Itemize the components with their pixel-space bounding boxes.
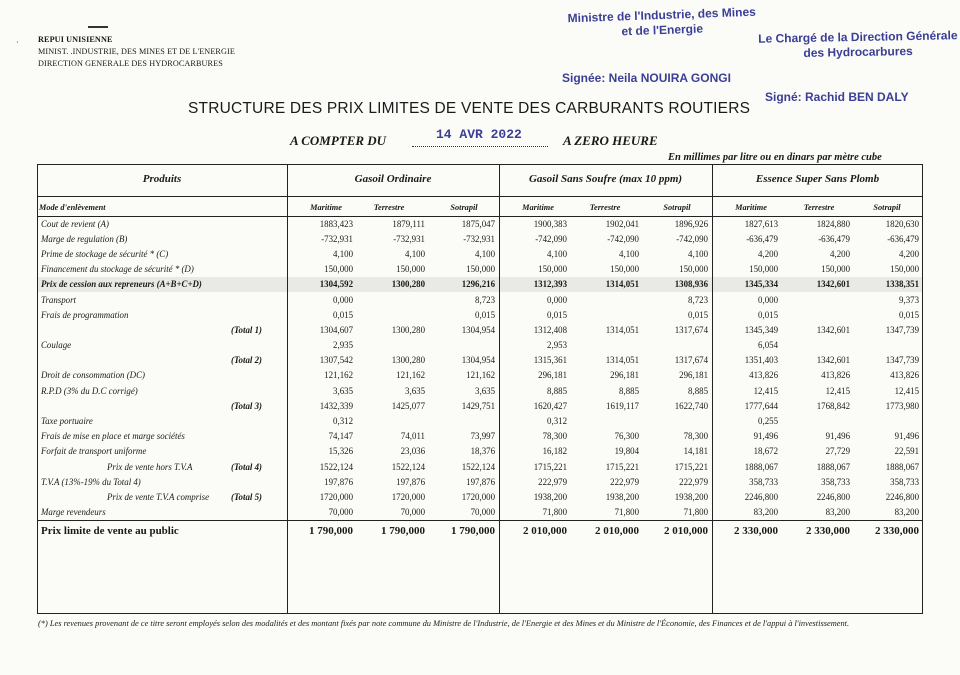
row-label: Marge revendeurs [41, 507, 106, 518]
price-cell: 1619,117 [606, 400, 639, 411]
final-price-label: Prix limite de vente au public [37, 520, 287, 541]
price-cell: 1312,408 [533, 324, 567, 335]
row-total-label [227, 277, 287, 292]
final-price-row [37, 520, 923, 541]
row-label: Prix de cession aux repreneurs (A+B+C+D) [37, 277, 227, 292]
price-cell: 71,800 [614, 507, 639, 518]
price-cell: 150,000 [396, 264, 425, 275]
price-cell: 1883,423 [319, 218, 353, 229]
price-cell: 1432,339 [319, 400, 353, 411]
direction-stamp-line-2: des Hydrocarbures [803, 44, 913, 60]
price-cell: 1938,200 [533, 491, 567, 502]
row-total-label [227, 246, 287, 261]
price-cell: 78,300 [542, 431, 567, 442]
mode-header-4: Maritime [522, 203, 554, 212]
price-cell: 1308,936 [643, 277, 712, 292]
price-cell: 27,729 [825, 446, 850, 457]
ministry-stamp [562, 5, 763, 42]
price-cell: 1820,630 [885, 218, 919, 229]
row-total-label [227, 413, 287, 428]
price-cell: 1347,739 [885, 324, 919, 335]
price-cell: 2,953 [547, 340, 567, 351]
table-row [37, 307, 923, 322]
price-cell [429, 338, 499, 353]
price-cell: 4,100 [333, 248, 353, 259]
price-cell: 83,200 [825, 507, 850, 518]
final-price-cell: 2 010,000 [643, 520, 712, 541]
table-row [37, 246, 923, 261]
price-cell: 1304,954 [461, 324, 495, 335]
price-cell: 15,326 [328, 446, 353, 457]
price-cell: 121,162 [396, 370, 425, 381]
price-cell: 0,015 [899, 309, 919, 320]
price-cell: 1345,334 [712, 277, 782, 292]
price-cell: 8,885 [619, 385, 639, 396]
row-total-label: (Total 4) [231, 461, 262, 472]
price-cell: 78,300 [683, 431, 708, 442]
row-label: Frais de programmation [41, 309, 129, 320]
price-cell: 197,876 [396, 476, 425, 487]
price-cell: 197,876 [466, 476, 495, 487]
ministry-stamp-line-1: Ministre de l'Industrie, des Mines [567, 4, 757, 26]
price-cell [571, 413, 643, 428]
row-total-label [227, 474, 287, 489]
price-cell: 1425,077 [391, 400, 425, 411]
final-price-cell: 2 330,000 [712, 520, 782, 541]
row-total-label [227, 231, 287, 246]
price-cell: 150,000 [538, 264, 567, 275]
price-cell: 222,979 [610, 476, 639, 487]
price-cell: 1317,674 [674, 355, 708, 366]
price-cell: 70,000 [328, 507, 353, 518]
price-cell: 4,100 [405, 248, 425, 259]
date-dotted-line [412, 146, 548, 147]
price-cell: 1300,280 [357, 277, 429, 292]
final-price-cell: 1 790,000 [429, 520, 499, 541]
price-cell: 150,000 [610, 264, 639, 275]
price-cell: 8,723 [475, 294, 495, 305]
price-cell: 1342,601 [816, 355, 850, 366]
row-total-label [227, 505, 287, 521]
row-total-label [227, 307, 287, 322]
price-cell: 73,997 [470, 431, 495, 442]
mode-header-7: Maritime [735, 203, 767, 212]
mode-header-9: Sotrapil [873, 203, 901, 212]
row-total-label: (Total 3) [231, 400, 262, 411]
price-cell: 1875,047 [461, 218, 495, 229]
price-cell [643, 413, 712, 428]
price-cell: 83,200 [894, 507, 919, 518]
row-total-label [227, 444, 287, 459]
price-cell: 1777,644 [744, 400, 778, 411]
price-cell: 0,015 [475, 309, 495, 320]
price-cell [571, 307, 643, 322]
price-cell: 0,000 [547, 294, 567, 305]
row-label: Prime de stockage de sécurité * (C) [41, 248, 169, 259]
row-label: Financement du stockage de sécurité * (D) [41, 264, 194, 275]
issuer-header [38, 34, 235, 70]
price-cell: 0,015 [688, 309, 708, 320]
corner-mark: · [16, 38, 19, 47]
price-cell: 3,635 [475, 385, 495, 396]
price-cell: 0,015 [547, 309, 567, 320]
price-cell: 1879,111 [392, 218, 425, 229]
price-cell [854, 413, 923, 428]
table-row [37, 216, 923, 231]
table-row [37, 398, 923, 413]
row-label: Prix de vente T.V.A comprise [107, 491, 210, 502]
price-cell: 296,181 [679, 370, 708, 381]
row-label: Transport [41, 294, 77, 305]
table-row [37, 413, 923, 428]
price-cell: 296,181 [538, 370, 567, 381]
row-label: Coulage [41, 340, 72, 351]
price-cell: 16,182 [542, 446, 567, 457]
price-cell: 1342,601 [782, 277, 854, 292]
mode-header-5: Terrestre [589, 203, 621, 212]
price-cell: 91,496 [753, 431, 778, 442]
row-label: T.V.A (13%-19% du Total 4) [41, 476, 141, 487]
signee-director: Signé: Rachid BEN DALY [765, 90, 909, 104]
price-cell: 1902,041 [605, 218, 639, 229]
price-cell: 1351,403 [744, 355, 778, 366]
price-cell: 358,733 [890, 476, 919, 487]
group-header-essence: Essence Super Sans Plomb [755, 173, 880, 185]
price-cell: 1900,383 [533, 218, 567, 229]
header-line-1: REPUI UNISIENNE [38, 35, 113, 44]
row-total-label: (Total 5) [231, 491, 262, 502]
price-cell: 3,635 [333, 385, 353, 396]
mode-header-2: Terrestre [373, 203, 405, 212]
price-cell: 1347,739 [885, 355, 919, 366]
price-cell [357, 292, 429, 307]
price-cell: 1315,361 [533, 355, 567, 366]
price-cell: -636,479 [818, 233, 850, 244]
price-cell: 1896,926 [674, 218, 708, 229]
price-cell [429, 413, 499, 428]
table-row [37, 459, 923, 474]
price-cell: 2,935 [333, 340, 353, 351]
price-cell: 1304,592 [287, 277, 357, 292]
price-cell [357, 307, 429, 322]
price-cell: 2246,800 [744, 491, 778, 502]
price-cell: 1715,221 [674, 461, 708, 472]
price-cell: 1720,000 [391, 491, 425, 502]
row-total-label [227, 429, 287, 444]
price-cell: 4,200 [899, 248, 919, 259]
price-cell: 12,415 [825, 385, 850, 396]
price-cell: 4,200 [758, 248, 778, 259]
price-cell: -742,090 [676, 233, 708, 244]
price-cell: 8,885 [688, 385, 708, 396]
price-cell: 4,200 [830, 248, 850, 259]
price-cell: 74,011 [400, 431, 425, 442]
price-cell: 1622,740 [674, 400, 708, 411]
price-cell: 18,376 [470, 446, 495, 457]
price-cell: 1522,124 [391, 461, 425, 472]
row-total-label [227, 216, 287, 231]
mode-header-3: Sotrapil [450, 203, 478, 212]
row-label [37, 353, 227, 368]
price-cell: 12,415 [894, 385, 919, 396]
price-cell: 0,312 [333, 416, 353, 427]
price-cell: 1300,280 [391, 355, 425, 366]
price-cell: 8,885 [547, 385, 567, 396]
price-cell: 1304,607 [319, 324, 353, 335]
group-header-gasoil-ordinaire: Gasoil Ordinaire [354, 173, 432, 185]
row-total-label [227, 383, 287, 398]
direction-stamp-line-1: Le Chargé de la Direction Générale [758, 28, 958, 46]
table-row [37, 231, 923, 246]
table-row [37, 444, 923, 459]
price-cell: 1715,221 [533, 461, 567, 472]
price-cell: 18,672 [753, 446, 778, 457]
price-cell: 74,147 [328, 431, 353, 442]
table-row [37, 277, 923, 292]
price-structure-table [37, 164, 923, 541]
table-row [37, 353, 923, 368]
header-line-3: DIRECTION GENERALE DES HYDROCARBURES [38, 59, 223, 68]
price-cell: 91,496 [894, 431, 919, 442]
row-label: Frais de mise en place et marge sociétés [41, 431, 185, 442]
price-cell: 23,036 [400, 446, 425, 457]
row-total-label [227, 368, 287, 383]
table-row [37, 505, 923, 521]
table-row [37, 338, 923, 353]
price-cell: 1827,613 [744, 218, 778, 229]
price-cell: 222,979 [538, 476, 567, 487]
footnote: (*) Les revenues provenant de ce titre seront employés selon des modalités et des montant fixés par note commune du Ministre de l'Industrie, de l'Energie et des Mines et du Ministre de l'Économie, des Finances et de l'appui à l'investissement. [38, 619, 850, 628]
price-cell [854, 338, 923, 353]
price-cell: 0,015 [333, 309, 353, 320]
price-cell: 121,162 [466, 370, 495, 381]
group-header-gasoil-sans-soufre: Gasoil Sans Soufre (max 10 ppm) [528, 173, 683, 185]
ministry-stamp-line-2: et de l'Energie [621, 21, 704, 39]
row-label: Prix de vente hors T.V.A [107, 461, 193, 472]
price-cell: 4,100 [475, 248, 495, 259]
price-cell: 70,000 [470, 507, 495, 518]
row-total-label [227, 262, 287, 277]
mode-header-8: Terrestre [803, 203, 835, 212]
table-row [37, 429, 923, 444]
price-cell: 0,312 [547, 416, 567, 427]
price-cell: 70,000 [400, 507, 425, 518]
price-cell [782, 338, 854, 353]
price-cell: 2246,800 [816, 491, 850, 502]
price-cell: 19,804 [614, 446, 639, 457]
price-cell: 1296,216 [429, 277, 499, 292]
price-cell: 9,373 [899, 294, 919, 305]
redaction-mark [88, 26, 108, 35]
price-cell: 1720,000 [319, 491, 353, 502]
price-cell: -742,090 [535, 233, 567, 244]
header-line-2: MINIST. .INDUSTRIE, DES MINES ET DE L'ENERGIE [38, 47, 235, 56]
price-cell: 76,300 [614, 431, 639, 442]
date-prefix: A COMPTER DU [290, 133, 387, 148]
price-cell: 0,255 [758, 416, 778, 427]
final-price-cell: 1 790,000 [287, 520, 357, 541]
price-cell: 1773,980 [885, 400, 919, 411]
price-cell: 1768,842 [816, 400, 850, 411]
mode-header-1: Maritime [310, 203, 342, 212]
table-row [37, 489, 923, 504]
document-title: STRUCTURE DES PRIX LIMITES DE VENTE DES CARBURANTS ROUTIERS [188, 100, 751, 117]
price-cell: 1338,351 [854, 277, 923, 292]
table-row [37, 368, 923, 383]
price-cell [782, 413, 854, 428]
final-price-cell: 2 330,000 [782, 520, 854, 541]
row-total-label [227, 292, 287, 307]
table-row [37, 474, 923, 489]
final-price-cell: 2 010,000 [499, 520, 571, 541]
price-cell: 71,800 [683, 507, 708, 518]
price-cell: -732,931 [321, 233, 353, 244]
price-cell: 358,733 [749, 476, 778, 487]
price-cell: 71,800 [542, 507, 567, 518]
price-cell: 1888,067 [885, 461, 919, 472]
price-cell: 1715,221 [605, 461, 639, 472]
mode-header: Mode d'enlèvement [39, 203, 106, 212]
signee-minister: Signée: Neila NOUIRA GONGI [562, 71, 731, 85]
price-cell: 150,000 [679, 264, 708, 275]
price-cell [357, 413, 429, 428]
price-cell: 121,162 [324, 370, 353, 381]
price-cell: 197,876 [324, 476, 353, 487]
price-cell: 1314,051 [605, 355, 639, 366]
unit-note: En millimes par litre ou en dinars par mètre cube [668, 152, 882, 163]
price-cell [571, 292, 643, 307]
price-cell: 150,000 [466, 264, 495, 275]
price-cell: 0,000 [758, 294, 778, 305]
price-cell: -636,479 [746, 233, 778, 244]
price-cell: 413,826 [821, 370, 850, 381]
final-price-cell: 2 010,000 [571, 520, 643, 541]
price-cell: 22,591 [894, 446, 919, 457]
price-cell: 8,723 [688, 294, 708, 305]
price-cell: 1720,000 [461, 491, 495, 502]
products-header: Produits [142, 173, 182, 185]
table-row [37, 262, 923, 277]
price-cell: 4,100 [688, 248, 708, 259]
price-cell: 413,826 [749, 370, 778, 381]
price-cell: 1314,051 [571, 277, 643, 292]
price-cell [357, 338, 429, 353]
date-stamp: 14 AVR 2022 [436, 127, 522, 142]
price-cell: 1620,427 [533, 400, 567, 411]
price-cell: 4,100 [547, 248, 567, 259]
header-spacer [37, 164, 923, 216]
price-cell [571, 338, 643, 353]
row-label [37, 322, 227, 337]
price-cell: -742,090 [607, 233, 639, 244]
row-label: R.P.D (3% du D.C corrigé) [41, 385, 138, 396]
price-cell: 150,000 [890, 264, 919, 275]
final-price-cell: 1 790,000 [357, 520, 429, 541]
row-total-label: (Total 1) [231, 324, 262, 335]
price-cell [643, 338, 712, 353]
price-cell: -732,931 [463, 233, 495, 244]
table-row [37, 292, 923, 307]
price-cell [782, 292, 854, 307]
direction-stamp [758, 28, 958, 61]
row-label: Droit de consommation (DC) [41, 370, 145, 381]
price-cell: 1345,349 [744, 324, 778, 335]
row-label: Forfait de transport uniforme [41, 446, 147, 457]
price-cell: 4,100 [619, 248, 639, 259]
price-cell: 12,415 [753, 385, 778, 396]
price-cell: 1888,067 [816, 461, 850, 472]
row-label [37, 398, 227, 413]
price-cell: 6,054 [758, 340, 778, 351]
row-label: Cout de revient (A) [41, 218, 109, 229]
price-cell: 1304,954 [461, 355, 495, 366]
price-cell: 1312,393 [499, 277, 571, 292]
price-cell: 413,826 [890, 370, 919, 381]
mode-header-6: Sotrapil [663, 203, 691, 212]
price-cell: 296,181 [610, 370, 639, 381]
price-cell: 1522,124 [319, 461, 353, 472]
final-price-cell: 2 330,000 [854, 520, 923, 541]
price-cell: 222,979 [679, 476, 708, 487]
price-cell: 150,000 [324, 264, 353, 275]
price-cell: 1938,200 [674, 491, 708, 502]
price-cell: 1824,880 [816, 218, 850, 229]
row-label: Taxe portuaire [41, 416, 93, 427]
row-total-label [227, 338, 287, 353]
price-cell: 2246,800 [885, 491, 919, 502]
price-cell: 0,000 [333, 294, 353, 305]
price-cell [782, 307, 854, 322]
price-cell: 91,496 [825, 431, 850, 442]
price-cell: 1888,067 [744, 461, 778, 472]
price-cell: 3,635 [405, 385, 425, 396]
price-cell: 0,015 [758, 309, 778, 320]
price-cell: 1307,542 [319, 355, 353, 366]
price-cell: 1429,751 [461, 400, 495, 411]
price-cell: 14,181 [683, 446, 708, 457]
row-total-label: (Total 2) [231, 355, 262, 366]
table-row [37, 322, 923, 337]
table-row [37, 383, 923, 398]
price-cell: 150,000 [821, 264, 850, 275]
price-cell: 358,733 [821, 476, 850, 487]
price-cell: -732,931 [393, 233, 425, 244]
price-cell: 83,200 [753, 507, 778, 518]
price-cell: 1300,280 [391, 324, 425, 335]
row-label: Marge de regulation (B) [41, 233, 128, 244]
price-cell: 1522,124 [461, 461, 495, 472]
price-cell: 1317,674 [674, 324, 708, 335]
price-cell: 1314,051 [605, 324, 639, 335]
date-suffix: A ZERO HEURE [563, 133, 658, 148]
price-cell: 150,000 [749, 264, 778, 275]
price-cell: -636,479 [887, 233, 919, 244]
price-cell: 1342,601 [816, 324, 850, 335]
price-cell: 1938,200 [605, 491, 639, 502]
